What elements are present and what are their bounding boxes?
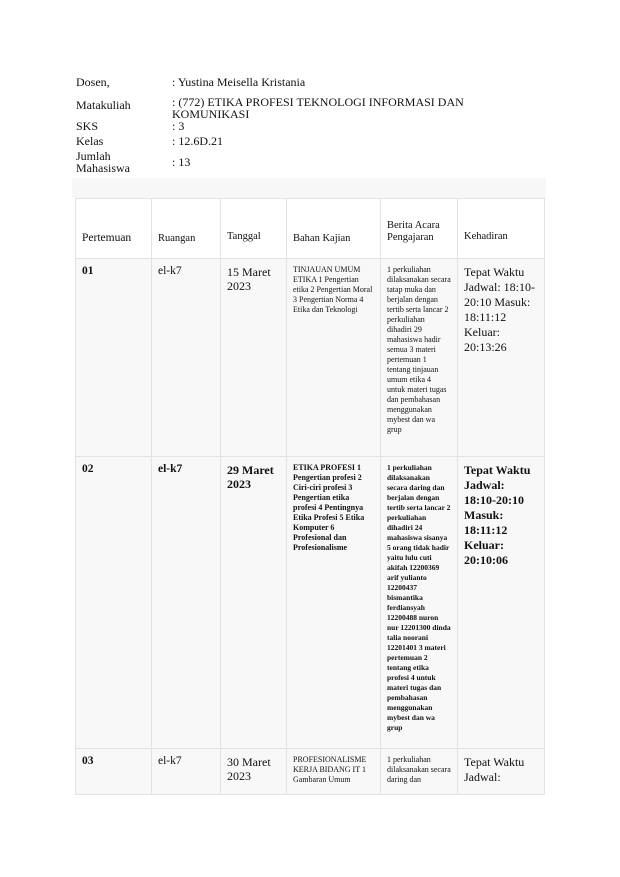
- table-row: [76, 457, 545, 749]
- info-matakuliah-value: : (772) ETIKA PROFESI TEKNOLOGI INFORMASI DAN KOMUNIKASI: [172, 95, 464, 121]
- header-bahan-kajian: Bahan Kajian: [287, 199, 381, 259]
- table-header-row: [76, 199, 545, 259]
- cell-tanggal: 29 Maret 2023: [221, 457, 287, 749]
- info-jumlah-label: Jumlah Mahasiswa: [76, 149, 130, 175]
- cell-pertemuan: 01: [76, 259, 152, 457]
- cell-kehadiran: Tepat Waktu Jadwal:: [458, 749, 545, 795]
- cell-tanggal: 15 Maret 2023: [221, 259, 287, 457]
- info-kelas-value: : 12.6D.21: [172, 134, 223, 148]
- cell-berita-acara: 1 perkuliahan dilaksanakan secara tatap muka dan berjalan dengan tertib serta lancar 2 perkuliahan dihadiri 29 mahasiswa hadir semua 3 materi pertemuan 1 tentang tinjauan umum etika 4 untuk materi tugas dan pembahasan menggunakan mybest dan wa grup: [381, 259, 458, 457]
- info-sks-value: : 3: [172, 119, 185, 133]
- table-top-band: [72, 178, 546, 198]
- cell-berita-acara: 1 perkuliahan dilaksanakan secara daring dan berjalan dengan tertib serta lancar 2 perkuliahan dihadiri 24 mahasiswa sisanya 5 orang tidak hadir yaitu lulu cuti akifah 12200369 arif yulianto 12200437 bismantika ferdiansyah 12200488 nuron nur 12201300 dinda talia noorani 12201401 3 materi pertemuan 2 tentang etika profesi 4 untuk materi tugas dan pembahasan menggunakan mybest dan wa grup: [381, 457, 458, 749]
- header-berita-acara: Berita Acara Pengajaran: [381, 199, 458, 259]
- table-row: [76, 259, 545, 457]
- cell-pertemuan: 02: [76, 457, 152, 749]
- cell-bahan-kajian: TINJAUAN UMUM ETIKA 1 Pengertian etika 2 Pengertian Moral 3 Pengertian Norma 4 Etika dan Teknologi: [287, 259, 381, 457]
- info-matakuliah-label: Matakuliah: [76, 98, 131, 112]
- cell-kehadiran: Tepat Waktu Jadwal: 18:10-20:10 Masuk: 18:11:12 Keluar: 20:10:06: [458, 457, 545, 749]
- cell-kehadiran: Tepat Waktu Jadwal: 18:10-20:10 Masuk: 18:11:12 Keluar: 20:13:26: [458, 259, 545, 457]
- info-dosen-label: Dosen,: [76, 75, 110, 89]
- info-jumlah-value: : 13: [172, 155, 191, 169]
- info-kelas-label: Kelas: [76, 134, 104, 148]
- table-row: [76, 749, 545, 795]
- cell-bahan-kajian: PROFESIONALISME KERJA BIDANG IT 1 Gambaran Umum: [287, 749, 381, 795]
- info-dosen-value: : Yustina Meisella Kristania: [172, 75, 306, 89]
- info-sks-label: SKS: [76, 119, 99, 133]
- header-tanggal: Tanggal: [221, 199, 287, 259]
- cell-pertemuan: 03: [76, 749, 152, 795]
- cell-tanggal: 30 Maret 2023: [221, 749, 287, 795]
- cell-berita-acara: 1 perkuliahan dilaksanakan secara daring dan: [381, 749, 458, 795]
- cell-bahan-kajian: ETIKA PROFESI 1 Pengertian profesi 2 Ciri-ciri profesi 3 Pengertian etika profesi 4 Pentingnya Etika Profesi 5 Etika Komputer 6 Profesional dan Profesionalisme: [287, 457, 381, 749]
- header-ruangan: Ruangan: [152, 199, 221, 259]
- cell-ruangan: el-k7: [152, 749, 221, 795]
- cell-ruangan: el-k7: [152, 457, 221, 749]
- attendance-table: [75, 198, 545, 795]
- header-kehadiran: Kehadiran: [458, 199, 545, 259]
- header-pertemuan: Pertemuan: [76, 199, 152, 259]
- cell-ruangan: el-k7: [152, 259, 221, 457]
